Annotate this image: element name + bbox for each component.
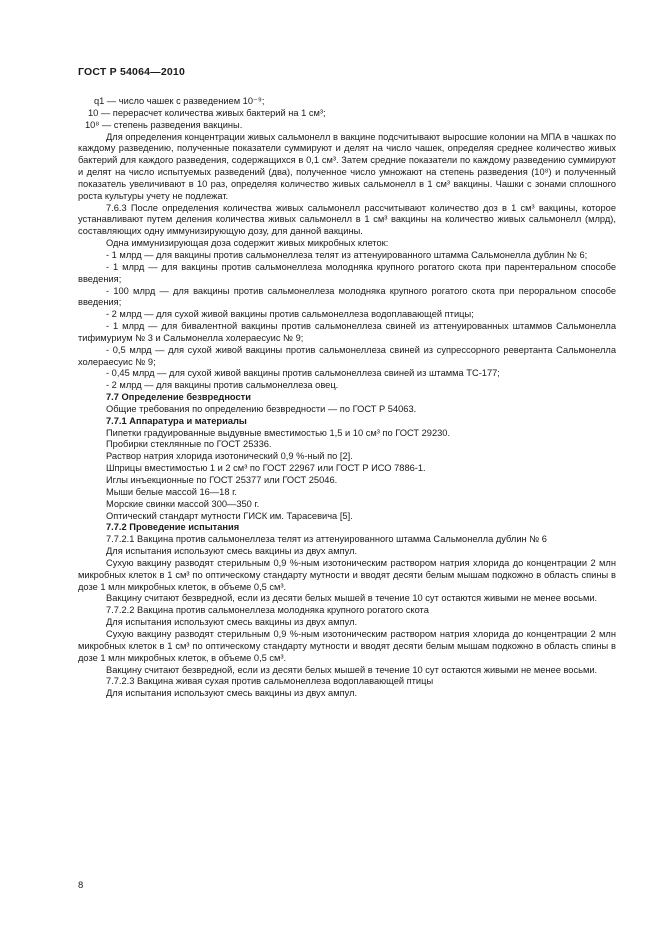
- apparatus-item: Пробирки стеклянные по ГОСТ 25336.: [106, 439, 272, 450]
- dose-item: - 1 млрд — для вакцины против сальмонеллеза молодняка крупного рогатого скота при парентеральном способе введения;: [78, 261, 616, 284]
- test-line: 7.7.2.2 Вакцина против сальмонеллеза молодняка крупного рогатого скота: [106, 605, 429, 616]
- apparatus-item: Морские свинки массой 300—350 г.: [106, 498, 260, 509]
- test-line: Для испытания используют смесь вакцины из двух ампул.: [106, 546, 358, 557]
- apparatus-item: Шприцы вместимостью 1 и 2 см³ по ГОСТ 22967 или ГОСТ Р ИСО 7886-1.: [106, 463, 426, 474]
- apparatus-item: Пипетки градуированные выдувные вместимостью 1,5 и 10 см³ по ГОСТ 29230.: [106, 427, 451, 438]
- dose-item: - 100 млрд — для вакцины против сальмонеллеза молодняка крупного рогатого скота при пероральном способе введения;: [78, 285, 616, 308]
- definition-dilution: 10⁸ — степень разведения вакцины.: [85, 119, 243, 130]
- general-requirements: Общие требования по определению безвредности — по ГОСТ Р 54063.: [106, 403, 417, 414]
- dose-item: - 0,5 млрд — для сухой живой вакцины против сальмонеллеза свиней из супрессорного ревертанта Сальмонелла холераесуис № 9;: [78, 344, 616, 367]
- definition-q1: q1 — число чашек с разведением 10⁻⁹;: [94, 96, 265, 106]
- definition-10: 10 — перерасчет количества живых бактерий на 1 см³;: [88, 107, 326, 118]
- test-line: Вакцину считают безвредной, если из десяти белых мышей в течение 10 сут остаются живыми не менее восьми.: [106, 664, 598, 675]
- paragraph-concentration: Для определения концентрации живых сальмонелл в вакцине подсчитывают выросшие колонии на МПА в чашках по каждому разведению, полученные показатели суммируют и делят на число чашек, определяя среднее количество живых бактерий для каждого разведения, содержащихся в 0,1 см³. Затем средние показатели по каждому разведению суммируют и делят на число испытуемых разведений (два), полученное число умножают на степень разведения (10⁸) и полученный показатель увеличивают в 10 раз, определяя количество живых сальмонелл в 1 см³ вакцины. Чашки с зонами сплошного роста культуры учету не подлежат.: [78, 131, 616, 201]
- dose-item: - 1 млрд — для вакцины против сальмонеллеза телят из аттенуированного штамма Сальмонелла дублин № 6;: [106, 249, 588, 260]
- dose-item: - 1 млрд — для бивалентной вакцины против сальмонеллеза свиней из аттенуированных штаммов Сальмонелла тифимуриум № 3 и Сальмонелла холераесуис № 9;: [78, 321, 616, 343]
- section-heading-7-7-1: 7.7.1 Аппаратура и материалы: [106, 415, 247, 426]
- test-line: Сухую вакцину разводят стерильным 0,9 %-ным изотоническим раствором натрия хлорида до концентрации 2 млн микробных клеток в 1 см³ по оптическому стандарту мутности и вводят десяти белым мышам подкожно в область спины в дозе 1 млн микробных клеток, в объеме 0,5 см³.: [78, 628, 616, 663]
- test-line: Сухую вакцину разводят стерильным 0,9 %-ным изотоническим раствором натрия хлорида до концентрации 2 млн микробных клеток в 1 см³ по оптическому стандарту мутности и вводят десяти белым мышам подкожно в область спины в дозе 1 млн микробных клеток, в объеме 0,5 см³.: [78, 557, 616, 592]
- paragraph-dose-intro: Одна иммунизирующая доза содержит живых микробных клеток:: [106, 238, 389, 249]
- page-number: 8: [78, 880, 84, 891]
- test-line: Вакцину считают безвредной, если из десяти белых мышей в течение 10 сут остаются живыми не менее восьми.: [106, 593, 598, 604]
- dose-item: - 0,45 млрд — для сухой живой вакцины против сальмонеллеза свиней из штамма ТС-177;: [106, 368, 500, 379]
- apparatus-item: Мыши белые массой 16—18 г.: [106, 486, 237, 497]
- test-line: 7.7.2.1 Вакцина против сальмонеллеза телят из аттенуированного штамма Сальмонелла дублин № 6: [106, 534, 547, 545]
- apparatus-item: Раствор натрия хлорида изотонический 0,9 %-ный по [2].: [106, 451, 353, 462]
- dose-item: - 2 млрд — для сухой живой вакцины против сальмонеллеза водоплавающей птицы;: [106, 309, 474, 320]
- test-line: 7.7.2.3 Вакцина живая сухая против сальмонеллеза водоплавающей птицы: [106, 676, 434, 687]
- dose-item: - 2 млрд — для вакцины против сальмонеллеза овец.: [106, 380, 339, 391]
- apparatus-item: Иглы инъекционные по ГОСТ 25377 или ГОСТ 25046.: [106, 475, 338, 485]
- apparatus-item: Оптический стандарт мутности ГИСК им. Тарасевича [5].: [106, 510, 353, 521]
- test-line: Для испытания используют смесь вакцины из двух ампул.: [106, 688, 358, 699]
- section-heading-7-7: 7.7 Определение безвредности: [106, 392, 251, 403]
- test-line: Для испытания используют смесь вакцины из двух ампул.: [106, 617, 358, 628]
- paragraph-7-6-3: 7.6.3 После определения количества живых сальмонелл рассчитывают количество доз в 1 см³ вакцины, которое устанавливают путем деления количества живых сальмонелл в 1 см³ вакцины на количество живых сальмонелл (млрд), составляющих одну иммунизирующую дозу, для данной вакцины.: [78, 202, 616, 237]
- section-heading-7-7-2: 7.7.2 Проведение испытания: [106, 522, 240, 533]
- page-header: ГОСТ Р 54064—2010: [78, 66, 186, 78]
- document-body: [78, 96, 616, 700]
